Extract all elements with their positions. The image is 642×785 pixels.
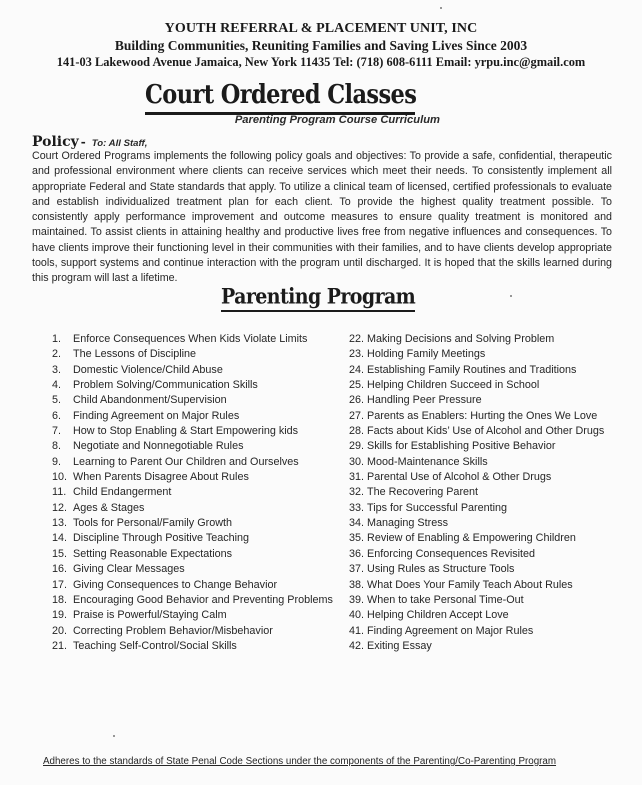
- course-title: Managing Stress: [367, 517, 449, 530]
- course-title: Setting Reasonable Expectations: [73, 547, 233, 560]
- course-number: 5.: [52, 394, 62, 407]
- course-number: 18.: [52, 593, 68, 606]
- course-item: [52, 501, 333, 516]
- course-title: Ages & Stages: [73, 501, 145, 514]
- course-item: [349, 347, 604, 362]
- course-title: Mood-Maintenance Skills: [367, 455, 488, 468]
- course-number: 26.: [349, 394, 365, 407]
- course-item: [52, 332, 333, 347]
- course-number: 29.: [349, 440, 365, 453]
- course-list-right: [349, 332, 604, 654]
- course-title: Skills for Establishing Positive Behavior: [367, 440, 556, 453]
- course-item: [349, 332, 604, 347]
- letterhead: [0, 20, 642, 71]
- course-number: 41.: [349, 624, 365, 637]
- course-item: [52, 439, 333, 454]
- course-title: Enforcing Consequences Revisited: [367, 547, 536, 560]
- course-title: Holding Family Meetings: [367, 348, 486, 361]
- course-item: [349, 393, 604, 408]
- course-item: [52, 455, 333, 470]
- course-title: When to take Personal Time-Out: [367, 593, 524, 606]
- course-title: Facts about Kids’ Use of Alcohol and Other Drugs: [367, 425, 605, 438]
- section-title: Parenting Program: [221, 284, 416, 309]
- course-title: Teaching Self-Control/Social Skills: [73, 639, 237, 652]
- course-item: [349, 455, 604, 470]
- course-item: [52, 608, 333, 623]
- course-number: 10.: [52, 471, 68, 484]
- course-item: [52, 424, 333, 439]
- course-item: [349, 501, 604, 516]
- course-number: 2.: [52, 348, 62, 361]
- course-title: Using Rules as Structure Tools: [367, 563, 515, 576]
- course-title: Praise is Powerful/Staying Calm: [73, 609, 227, 622]
- course-item: [52, 562, 333, 577]
- course-title: Correcting Problem Behavior/Misbehavior: [73, 624, 273, 637]
- policy-label: Policy: [32, 134, 79, 150]
- course-item: [52, 639, 333, 654]
- course-item: [349, 378, 604, 393]
- course-number: 6.: [52, 409, 62, 422]
- course-item: [52, 547, 333, 562]
- document-title: Court Ordered Classes: [145, 80, 417, 110]
- section-underline: [221, 310, 415, 312]
- course-item: [349, 485, 604, 500]
- course-number: 40.: [349, 609, 365, 622]
- course-title: Review of Enabling & Empowering Children: [367, 532, 576, 545]
- scan-speck: [440, 7, 442, 9]
- course-item: [52, 409, 333, 424]
- course-number: 11.: [52, 486, 67, 499]
- document-subtitle: Parenting Program Course Curriculum: [234, 114, 440, 126]
- course-number: 42.: [349, 639, 365, 652]
- course-title: Helping Children Succeed in School: [367, 379, 540, 392]
- course-number: 19.: [52, 609, 68, 622]
- course-title: Establishing Family Routines and Traditions: [367, 363, 577, 376]
- course-title: Parental Use of Alcohol & Other Drugs: [367, 471, 552, 484]
- course-number: 16.: [52, 563, 68, 576]
- course-title: Learning to Parent Our Children and Ourselves: [73, 455, 299, 468]
- course-list-left: [52, 332, 333, 654]
- course-title: Enforce Consequences When Kids Violate Limits: [73, 333, 308, 345]
- course-number: 39.: [349, 593, 365, 606]
- course-number: 13.: [52, 517, 68, 530]
- course-number: 3.: [52, 363, 62, 376]
- course-title: Child Abandonment/Supervision: [73, 394, 227, 407]
- scan-speck: [510, 295, 512, 297]
- course-title: Parents as Enablers: Hurting the Ones We Love: [367, 409, 598, 422]
- course-number: 27.: [349, 409, 365, 422]
- course-number: 9.: [52, 455, 62, 468]
- course-item: [349, 531, 604, 546]
- course-item: [52, 347, 333, 362]
- course-item: [349, 608, 604, 623]
- course-number: 21.: [52, 639, 68, 652]
- organization-contact: 141-03 Lakewood Avenue Jamaica, New York 11435 Tel: (718) 608-6111 Email: yrpu.inc@gmail.com: [56, 55, 586, 69]
- course-title: Tips for Successful Parenting: [367, 501, 508, 514]
- course-number: 12.: [52, 501, 68, 514]
- course-number: 24.: [349, 363, 365, 376]
- course-item: [349, 578, 604, 593]
- course-title: Tools for Personal/Family Growth: [73, 517, 233, 530]
- course-title: Helping Children Accept Love: [367, 609, 509, 622]
- course-item: [349, 363, 604, 378]
- policy-body: Court Ordered Programs implements the following policy goals and objectives: To provide a safe, confidential, therapeutic and professional environment where clients can receive services which meet their needs. To consistently implement all appropriate Federal and State standards that apply. To utilize a clinical team of licensed, certified professionals to evaluate and establish individualized treatment plan for each client. To provide the highest quality treatment possible. To consistently apply performance improvement and outcome measures to ensure quality treatment is monitored and maintained. To assist clients in attaining healthy and productive lives free from negative influences and consequences. To have clients improve their functioning level in their communities with their families, and to have clients develop appropriate tools, support systems and continue interaction with the program until discharged. It is hoped that the skills learned during this program will last a lifetime.: [32, 150, 612, 285]
- course-item: [52, 516, 333, 531]
- course-number: 20.: [52, 624, 68, 637]
- course-number: 34.: [349, 517, 365, 530]
- course-item: [349, 562, 604, 577]
- course-number: 14.: [52, 532, 68, 545]
- scan-speck: [113, 735, 115, 737]
- course-title: When Parents Disagree About Rules: [73, 471, 249, 484]
- course-number: 1.: [52, 333, 62, 345]
- course-number: 7.: [52, 425, 62, 438]
- course-item: [52, 593, 333, 608]
- course-item: [349, 516, 604, 531]
- policy-heading: [32, 131, 147, 150]
- course-number: 22.: [349, 333, 365, 345]
- course-title: Giving Clear Messages: [73, 563, 185, 576]
- course-title: What Does Your Family Teach About Rules: [367, 578, 573, 591]
- course-title: How to Stop Enabling & Start Empowering kids: [73, 425, 299, 438]
- course-item: [52, 624, 333, 639]
- course-number: 32.: [349, 486, 365, 499]
- course-title: The Recovering Parent: [367, 486, 479, 499]
- course-title: Child Endangerment: [73, 486, 172, 499]
- course-item: [349, 439, 604, 454]
- course-number: 37.: [349, 563, 365, 576]
- course-item: [52, 578, 333, 593]
- course-number: 36.: [349, 547, 365, 560]
- footer-note: Adheres to the standards of State Penal Code Sections under the components of the Parenting/Co-Parenting Program: [43, 756, 557, 767]
- course-number: 28.: [349, 425, 365, 438]
- policy-dash: -: [80, 135, 86, 149]
- course-number: 23.: [349, 348, 365, 361]
- course-title: Encouraging Good Behavior and Preventing Problems: [73, 593, 333, 606]
- course-item: [349, 470, 604, 485]
- organization-name: YOUTH REFERRAL & PLACEMENT UNIT, INC: [164, 21, 478, 36]
- section-heading-block: [221, 284, 416, 312]
- course-item: [52, 485, 333, 500]
- course-item: [349, 409, 604, 424]
- course-item: [349, 593, 604, 608]
- course-number: 31.: [349, 471, 365, 484]
- course-item: [349, 424, 604, 439]
- course-item: [349, 624, 604, 639]
- course-number: 15.: [52, 547, 68, 560]
- course-item: [52, 378, 333, 393]
- course-number: 8.: [52, 440, 62, 453]
- course-item: [52, 363, 333, 378]
- course-item: [52, 393, 333, 408]
- document-title-block: [145, 80, 417, 115]
- course-number: 38.: [349, 578, 365, 591]
- course-number: 17.: [52, 578, 68, 591]
- course-number: 35.: [349, 532, 365, 545]
- course-title: Giving Consequences to Change Behavior: [73, 578, 278, 591]
- course-title: Domestic Violence/Child Abuse: [73, 363, 223, 376]
- course-number: 4.: [52, 379, 62, 392]
- course-title: Discipline Through Positive Teaching: [73, 532, 250, 545]
- course-number: 33.: [349, 501, 365, 514]
- course-item: [349, 639, 604, 654]
- organization-tagline: Building Communities, Reuniting Families and Saving Lives Since 2003: [114, 38, 528, 53]
- course-title: Problem Solving/Communication Skills: [73, 379, 258, 392]
- course-title: Making Decisions and Solving Problem: [367, 333, 555, 345]
- course-title: Handling Peer Pressure: [367, 394, 482, 407]
- course-title: Exiting Essay: [367, 639, 432, 652]
- course-number: 25.: [349, 379, 365, 392]
- course-title: The Lessons of Discipline: [73, 348, 197, 361]
- course-item: [52, 531, 333, 546]
- course-title: Finding Agreement on Major Rules: [367, 624, 534, 637]
- course-number: 30.: [349, 455, 365, 468]
- policy-recipient: To: All Staff,: [91, 138, 148, 149]
- course-item: [349, 547, 604, 562]
- course-item: [52, 470, 333, 485]
- course-title: Finding Agreement on Major Rules: [73, 409, 240, 422]
- course-title: Negotiate and Nonnegotiable Rules: [73, 440, 244, 453]
